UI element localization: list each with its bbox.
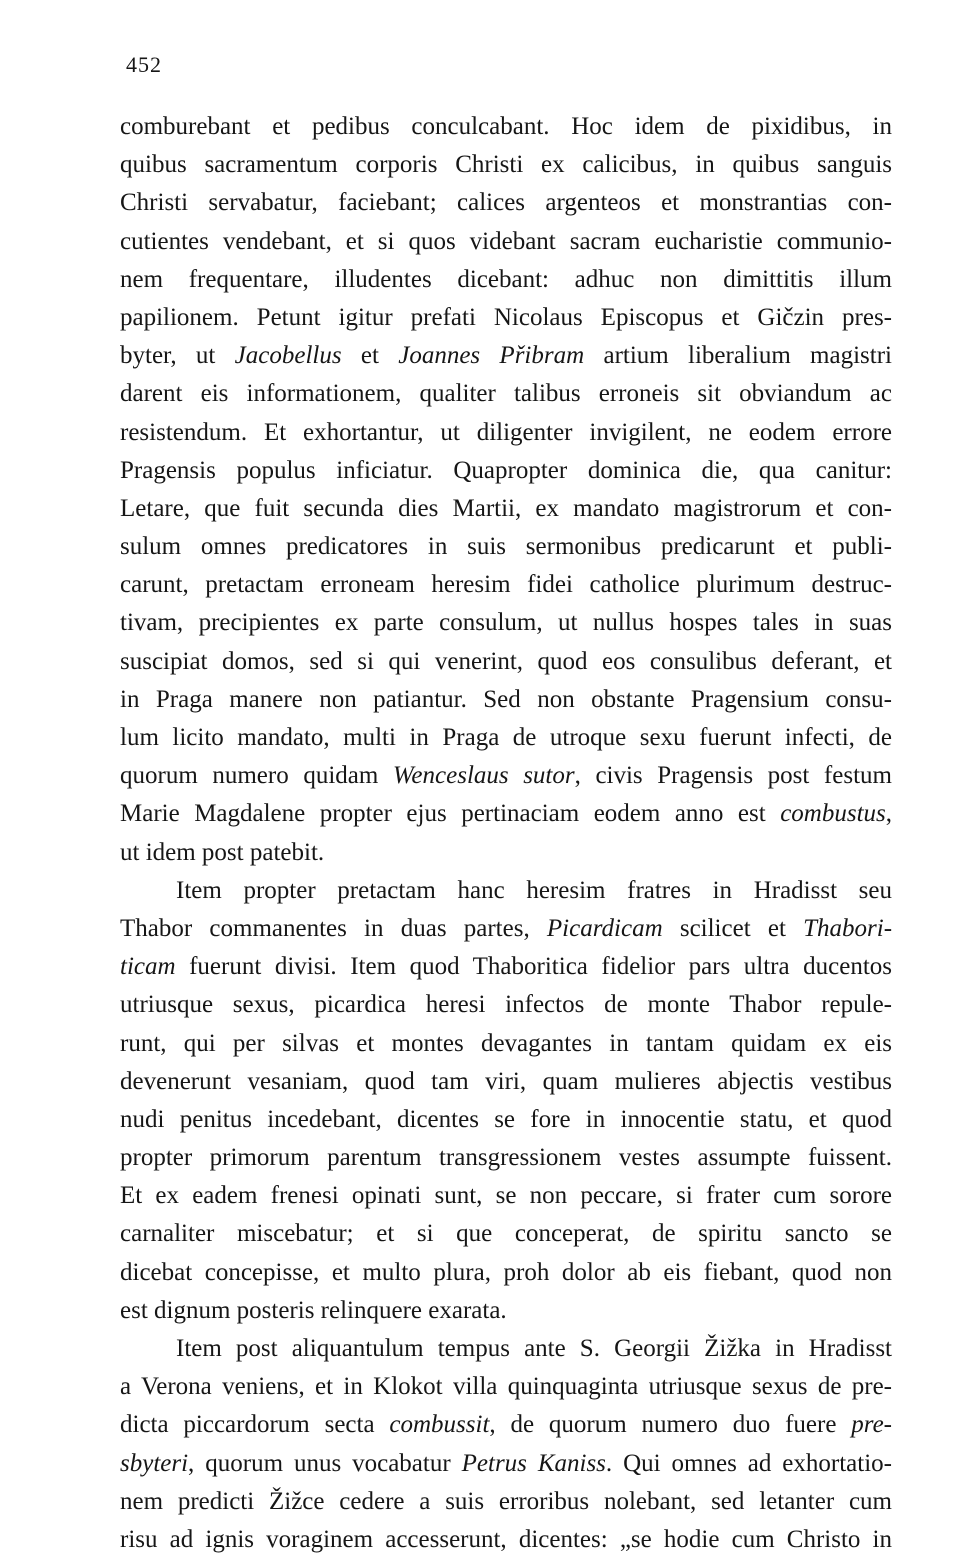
text-span: carunt, pretactam erroneam heresim fidei catholice plurimum destruc- (120, 571, 892, 599)
text-line (120, 719, 892, 757)
text-span: Item post aliquantulum tempus ante S. Georgii Žižka in Hradisst (176, 1335, 892, 1362)
text-span: tivam, precipientes ex parte consulum, ut nullus hospes tales in suas (120, 609, 892, 637)
text-span: runt, qui per silvas et montes devagantes in tantam quidam ex eis (120, 1029, 892, 1057)
text-span: carnaliter miscebatur; et si que conceperat, de spiritu sancto se (120, 1220, 892, 1248)
text-line (120, 1177, 892, 1215)
body-text (120, 108, 892, 1559)
text-span: Christi servabatur, faciebant; calices argenteos et monstrantias con- (120, 189, 892, 217)
text-span: darent eis informationem, qualiter talibus erroneis sit obviandum ac (120, 380, 892, 408)
text-line (120, 566, 892, 604)
text-line (120, 910, 892, 948)
text-span: byter, ut (120, 342, 235, 370)
text-line (120, 490, 892, 528)
italic-text: pre- (851, 1411, 892, 1439)
text-span: sulum omnes predicatores in suis sermonibus predicarunt et publi- (120, 533, 892, 561)
text-line (120, 108, 892, 146)
text-span: ut idem post patebit. (120, 838, 325, 866)
text-span: Pragensis populus inficiatur. Quapropter dominica die, qua canitur: (120, 456, 892, 484)
text-line (120, 872, 892, 910)
text-span: nudi penitus incedebant, dicentes se fore in innocentie statu, et quod (120, 1105, 892, 1133)
text-span: nem frequentare, illudentes dicebant: adhuc non dimittitis illum (120, 265, 892, 293)
text-line (120, 528, 892, 566)
text-line (120, 757, 892, 795)
italic-text: Petrus Kaniss (461, 1449, 606, 1477)
text-line (120, 337, 892, 375)
italic-text: Wenceslaus sutor (392, 762, 575, 790)
text-line (120, 1406, 892, 1444)
text-span: , de quorum numero duo fuere (489, 1411, 852, 1439)
text-span: comburebant et pedibus conculcabant. Hoc idem de pixidibus, in (120, 113, 892, 140)
text-line (120, 184, 892, 222)
text-span: propter primorum parentum transgressionem vestes assumpte fuissent. (120, 1144, 892, 1172)
text-line (120, 452, 892, 490)
text-line (120, 1101, 892, 1139)
text-line (120, 1292, 892, 1330)
italic-text: Thabori- (803, 914, 893, 942)
text-line (120, 681, 892, 719)
text-line (120, 375, 892, 413)
text-line (120, 1521, 892, 1559)
text-span: , quorum unus vocabatur (188, 1449, 462, 1477)
text-span: Marie Magdalene propter ejus pertinaciam eodem anno est (120, 800, 781, 828)
text-line (120, 795, 892, 833)
text-span: est dignum posteris relinquere exarata. (120, 1296, 507, 1324)
text-line (120, 834, 892, 872)
italic-text: combussit (389, 1411, 490, 1439)
text-span: nem predicti Žižce cedere a suis erroribus nolebant, sed letanter cum (120, 1487, 892, 1515)
text-span: dicta piccardorum secta (120, 1411, 390, 1439)
text-line (120, 1215, 892, 1253)
text-span: et (341, 342, 399, 370)
text-span: risu ad ignis voraginem accesserunt, dicentes: „se hodie cum Christo in (120, 1525, 892, 1553)
text-span: artium liberalium magistri (584, 342, 892, 370)
page-number: 452 (126, 52, 162, 77)
text-line (120, 1254, 892, 1292)
text-span: lum licito mandato, multi in Praga de utroque sexu fuerunt infecti, de (120, 724, 892, 751)
text-span: utriusque sexus, picardica heresi infectos de monte Thabor repule- (120, 991, 892, 1019)
text-span: suscipiat domos, sed si qui venerint, quod eos consulibus deferant, et (120, 647, 892, 675)
italic-text: Picardicam (546, 914, 663, 942)
text-span: quibus sacramentum corporis Christi ex calicibus, in quibus sanguis (120, 151, 892, 179)
italic-text: Jacobellus (234, 342, 342, 370)
text-line (120, 1445, 892, 1483)
text-span: scilicet et (662, 914, 804, 942)
text-line (120, 261, 892, 299)
text-span: Et ex eadem frenesi opinati sunt, se non peccare, si frater cum sorore (120, 1182, 892, 1210)
text-line (120, 1330, 892, 1368)
text-line (120, 299, 892, 337)
italic-text: combustus (780, 800, 886, 828)
text-line (120, 223, 892, 261)
text-span: cutientes vendebant, et si quos videbant sacram eucharistie communio- (120, 227, 892, 255)
text-span: dicebat concepisse, et multo plura, proh dolor ab eis fiebant, quod non (120, 1258, 892, 1286)
text-line (120, 1368, 892, 1406)
text-span: , (885, 800, 892, 828)
text-span: Thabor commanentes in duas partes, (120, 914, 547, 942)
italic-text: ticam (120, 953, 176, 981)
text-line (120, 1483, 892, 1521)
text-line (120, 1063, 892, 1101)
text-line (120, 604, 892, 642)
text-line (120, 986, 892, 1024)
text-span: papilionem. Petunt igitur prefati Nicolaus Episcopus et Gičzin pres- (120, 303, 892, 331)
text-span: in Praga manere non patiantur. Sed non obstante Pragensium consu- (120, 685, 892, 713)
italic-text: sbyteri (120, 1449, 189, 1477)
text-span: Letare, que fuit secunda dies Martii, ex mandato magistrorum et con- (120, 494, 892, 522)
text-span: fuerunt divisi. Item quod Thaboritica fidelior pars ultra ducentos (175, 953, 892, 981)
text-span: devenerunt vesaniam, quod tam viri, quam mulieres abjectis vestibus (120, 1067, 892, 1095)
text-line (120, 948, 892, 986)
text-span: a Verona veniens, et in Klokot villa quinquaginta utriusque sexus de pre- (120, 1373, 892, 1401)
text-line (120, 1025, 892, 1063)
text-span: resistendum. Et exhortantur, ut diligenter invigilent, ne eodem errore (120, 418, 892, 446)
text-span: , civis Pragensis post festum (574, 762, 892, 790)
text-span: . Qui omnes ad exhortatio- (605, 1449, 892, 1477)
italic-text: Joannes Přibram (398, 342, 585, 370)
text-line (120, 414, 892, 452)
text-span: Item propter pretactam hanc heresim fratres in Hradisst seu (176, 876, 892, 904)
text-line (120, 146, 892, 184)
text-line (120, 1139, 892, 1177)
text-line (120, 643, 892, 681)
text-span: quorum numero quidam (120, 762, 393, 790)
